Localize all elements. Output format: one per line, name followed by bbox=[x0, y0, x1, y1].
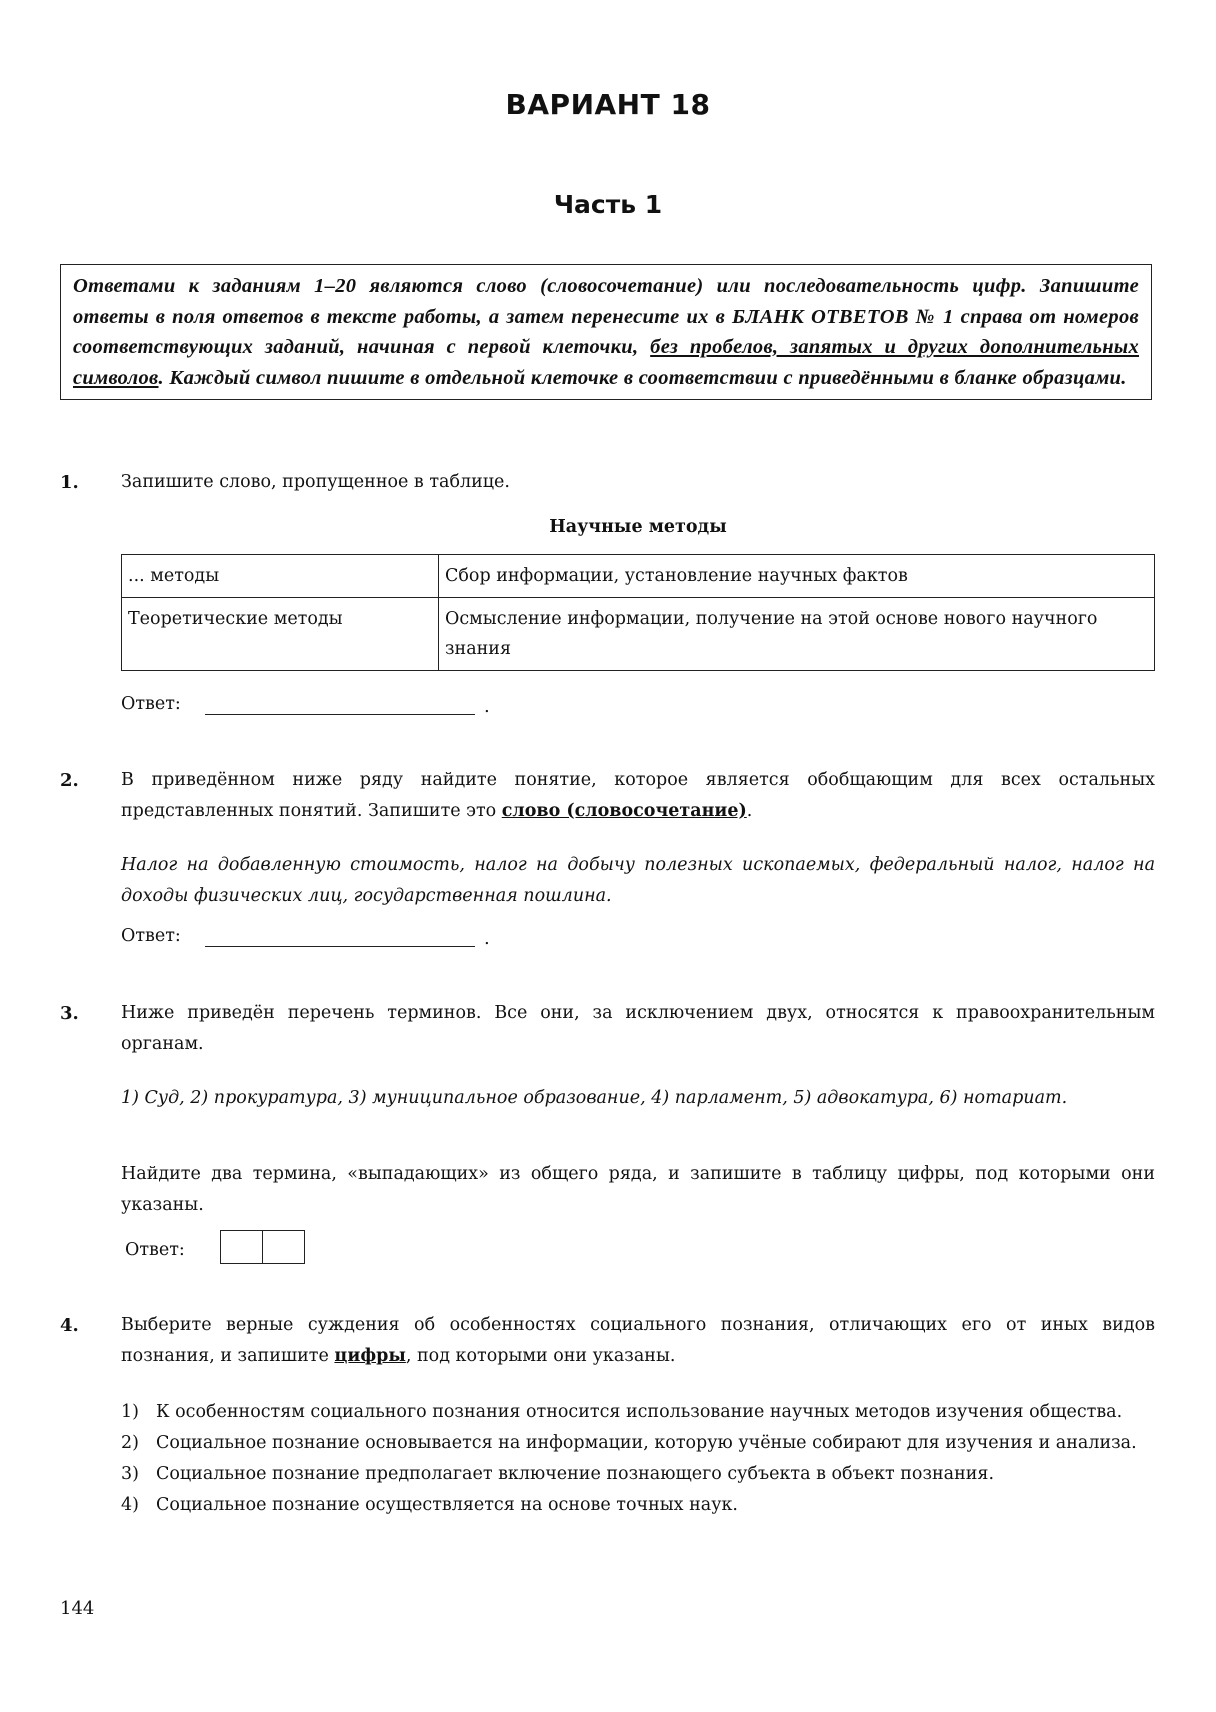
task-1-text: Запишите слово, пропущенное в таблице. bbox=[121, 472, 510, 492]
instructions-box bbox=[60, 264, 1152, 400]
task-3-terms: 1) Суд, 2) прокуратура, 3) муниципальное образование, 4) парламент, 5) адвокатура, 6) нотариат. bbox=[121, 1088, 1068, 1108]
table-cell: Теоретические методы bbox=[122, 598, 439, 671]
table-row bbox=[122, 598, 1155, 671]
option-text: К особенностям социального познания относится использование научных методов изучения общества. bbox=[156, 1402, 1123, 1422]
task-3-number: 3. bbox=[60, 1003, 79, 1024]
methods-table bbox=[121, 554, 1155, 671]
task-4-text-emph: цифры bbox=[334, 1346, 406, 1366]
option-text: Социальное познание основывается на информации, которую учёные собирают для изучения и анализа. bbox=[156, 1433, 1137, 1453]
answer-cell[interactable] bbox=[262, 1230, 305, 1264]
task-2-text-end: . bbox=[746, 801, 753, 821]
table-row bbox=[122, 555, 1155, 598]
list-item bbox=[121, 1459, 1155, 1490]
list-item bbox=[121, 1490, 1155, 1521]
option-number: 1) bbox=[121, 1402, 139, 1422]
task-4-options bbox=[121, 1397, 1155, 1521]
variant-title: ВАРИАНТ 18 bbox=[505, 88, 711, 121]
task-1-answer-label: Ответ: bbox=[121, 694, 181, 714]
instructions-text-1: Ответами к заданиям 1–20 являются слово (словосочетание) или последовательность цифр. Запишите ответы в поля ответов в тексте работы, а затем перенесите их в БЛАНК ОТВЕТОВ № 1 справа от номеров соответствующих заданий, начиная с первой клеточки, bbox=[73, 275, 1139, 358]
answer-period: . bbox=[484, 696, 490, 717]
task-1-number: 1. bbox=[60, 472, 79, 493]
option-number: 4) bbox=[121, 1495, 139, 1515]
page-number: 144 bbox=[60, 1598, 95, 1619]
task-1-answer-field[interactable] bbox=[205, 712, 475, 715]
task-4-text-main: Выберите верные суждения об особенностях социального познания, отличающих его от иных видов познания, и запишите bbox=[121, 1315, 1155, 1366]
answer-period: . bbox=[484, 928, 490, 949]
task-2-number: 2. bbox=[60, 770, 79, 791]
list-item bbox=[121, 1397, 1155, 1428]
task-2-series: Налог на добавленную стоимость, налог на добычу полезных ископаемых, федеральный налог, налог на доходы физических лиц, государственная пошлина. bbox=[121, 855, 1155, 906]
table-caption: Научные методы bbox=[549, 517, 727, 537]
option-text: Социальное познание осуществляется на основе точных наук. bbox=[156, 1495, 738, 1515]
task-4-number: 4. bbox=[60, 1315, 79, 1336]
table-cell: ... методы bbox=[122, 555, 439, 598]
task-3-instruction: Найдите два термина, «выпадающих» из общего ряда, и запишите в таблицу цифры, под которыми они указаны. bbox=[121, 1164, 1155, 1215]
task-2-text-main: В приведённом ниже ряду найдите понятие, которое является обобщающим для всех остальных представленных понятий. Запишите это bbox=[121, 770, 1155, 821]
option-number: 3) bbox=[121, 1464, 139, 1484]
instructions-text-2: . Каждый символ пишите в отдельной клеточке в соответствии с приведёнными в бланке образцами. bbox=[158, 366, 1127, 389]
task-3-answer-label: Ответ: bbox=[125, 1240, 185, 1260]
task-2-text bbox=[121, 765, 1155, 827]
task-4-text bbox=[121, 1310, 1155, 1372]
table-cell: Сбор информации, установление научных фактов bbox=[439, 555, 1155, 598]
task-2-answer-label: Ответ: bbox=[121, 926, 181, 946]
task-2-text-emph: слово (словосочетание) bbox=[501, 801, 747, 821]
table-cell: Осмысление информации, получение на этой основе нового научного знания bbox=[439, 598, 1155, 671]
task-2-answer-field[interactable] bbox=[205, 944, 475, 947]
answer-cell[interactable] bbox=[220, 1230, 263, 1264]
instructions-underlined: без пробелов, запятых и других дополнительных символов bbox=[73, 336, 1139, 389]
option-text: Социальное познание предполагает включение познающего субъекта в объект познания. bbox=[156, 1464, 995, 1484]
task-3-answer-boxes bbox=[220, 1230, 303, 1264]
list-item bbox=[121, 1428, 1155, 1459]
part-title: Часть 1 bbox=[553, 190, 663, 219]
task-4-text-end: , под которыми они указаны. bbox=[405, 1346, 676, 1366]
task-3-text: Ниже приведён перечень терминов. Все они, за исключением двух, относятся к правоохранительным органам. bbox=[121, 1003, 1155, 1054]
option-number: 2) bbox=[121, 1433, 139, 1453]
